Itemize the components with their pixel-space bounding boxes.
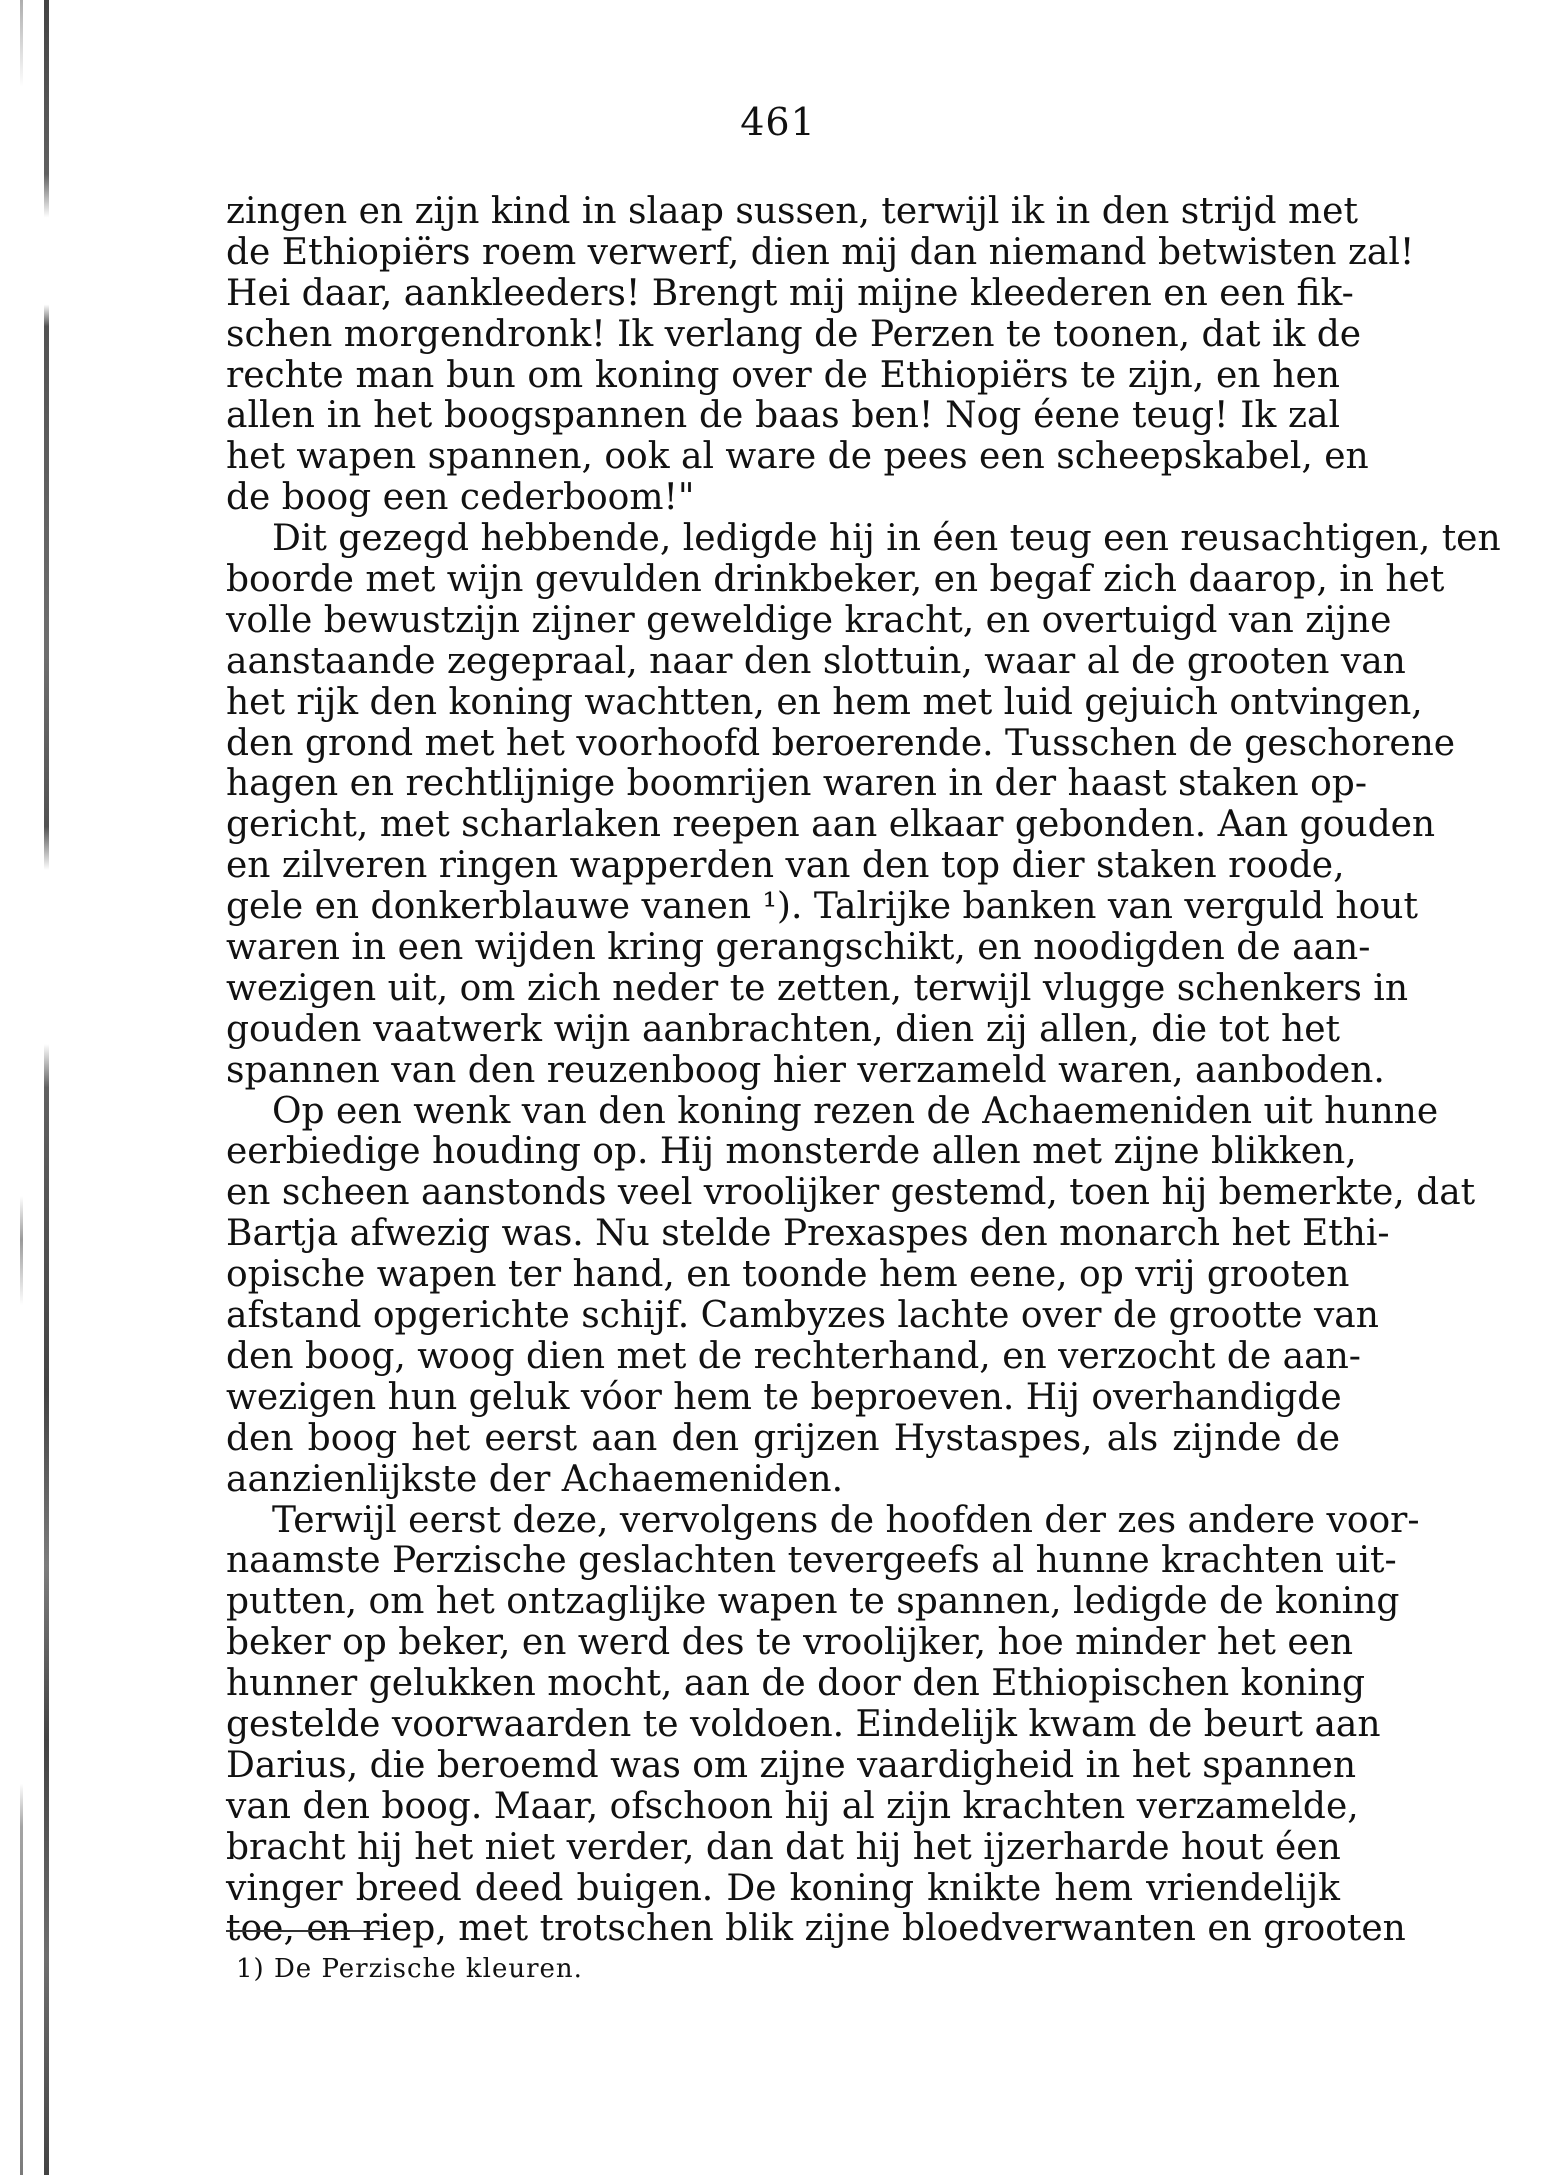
text-line: Darius, die beroemd was om zijne vaardigheid in het spannen — [226, 1744, 1357, 1786]
paragraph-start-line: Terwijl eerst deze, vervolgens de hoofden der zes andere voor- — [272, 1499, 1420, 1541]
text-line: opische wapen ter hand, en toonde hem eene, op vrij grooten — [226, 1254, 1350, 1296]
text-line: putten, om het ontzaglijke wapen te spannen, ledigde de koning — [226, 1581, 1400, 1623]
text-line: den boog, woog dien met de rechterhand, en verzocht de aan- — [226, 1335, 1361, 1377]
text-line: gestelde voorwaarden te voldoen. Eindelijk kwam de beurt aan — [226, 1703, 1381, 1745]
text-line: gele en donkerblauwe vanen ¹). Talrijke banken van verguld hout — [226, 886, 1418, 928]
body-text — [226, 191, 1501, 1950]
text-line: en zilveren ringen wapperden van den top dier staken roode, — [226, 845, 1345, 887]
footnote: 1) De Perzische kleuren. — [236, 1954, 583, 1984]
text-line: afstand opgerichte schijf. Cambyzes lachte over de grootte van — [226, 1295, 1379, 1337]
text-line: naamste Perzische geslachten tevergeefs al hunne krachten uit- — [226, 1540, 1397, 1582]
text-line: eerbiedige houding op. Hij monsterde allen met zijne blikken, — [226, 1131, 1357, 1173]
text-line: den grond met het voorhoofd beroerende. Tusschen de geschorene — [226, 722, 1456, 764]
text-line: toe, en riep, met trotschen blik zijne bloedverwanten en grooten — [226, 1908, 1406, 1950]
text-line: van den boog. Maar, ofschoon hij al zijn krachten verzamelde, — [226, 1785, 1359, 1827]
text-line: Hei daar, aankleeders! Brengt mij mijne kleederen en een fik- — [226, 272, 1354, 314]
text-line: de Ethiopiërs roem verwerf, dien mij dan niemand betwisten zal! — [226, 231, 1415, 273]
text-line: de boog een cederboom!" — [226, 477, 695, 519]
text-line: aanstaande zegepraal, naar den slottuin, waar al de grooten van — [226, 640, 1406, 682]
text-line: hagen en rechtlijnige boomrijen waren in der haast staken op- — [226, 763, 1368, 805]
paragraph-start-line: Op een wenk van den koning rezen de Achaemeniden uit hunne — [272, 1090, 1439, 1132]
paragraph-start-line: Dit gezegd hebbende, ledigde hij in éen teug een reusachtigen, ten — [272, 518, 1501, 560]
text-line: schen morgendronk! Ik verlang de Perzen te toonen, dat ik de — [226, 313, 1362, 355]
text-line: rechte man bun om koning over de Ethiopiërs te zijn, en hen — [226, 354, 1340, 396]
text-line: vinger breed deed buigen. De koning knikte hem vriendelijk — [226, 1867, 1340, 1909]
text-line: Bartja afwezig was. Nu stelde Prexaspes den monarch het Ethi- — [226, 1213, 1390, 1255]
text-line: zingen en zijn kind in slaap sussen, terwijl ik in den strijd met — [226, 191, 1358, 232]
text-line: boorde met wijn gevulden drinkbeker, en begaf zich daarop, in het — [226, 559, 1445, 601]
text-line: bracht hij het niet verder, dan dat hij het ijzerharde hout éen — [226, 1826, 1341, 1868]
text-line: het wapen spannen, ook al ware de pees een scheepskabel, en — [226, 436, 1369, 478]
text-line: aanzienlijkste der Achaemeniden. — [226, 1458, 844, 1500]
text-line: het rijk den koning wachtten, en hem met luid gejuich ontvingen, — [226, 681, 1423, 723]
text-line: allen in het boogspannen de baas ben! Nog éene teug! Ik zal — [226, 395, 1340, 437]
text-line: waren in een wijden kring gerangschikt, en noodigden de aan- — [226, 927, 1371, 969]
text-line: wezigen uit, om zich neder te zetten, terwijl vlugge schenkers in — [226, 967, 1409, 1009]
footnote-divider — [226, 1930, 386, 1932]
text-line: gouden vaatwerk wijn aanbrachten, dien zij allen, die tot het — [226, 1008, 1340, 1050]
text-line: den boog het eerst aan den grijzen Hystaspes, als zijnde de — [226, 1417, 1340, 1459]
binding-edge — [44, 0, 49, 2175]
text-line: beker op beker, en werd des te vroolijker, hoe minder het een — [226, 1622, 1354, 1664]
text-line: wezigen hun geluk vóor hem te beproeven. Hij overhandigde — [226, 1376, 1342, 1418]
binding-edge-shadow — [20, 0, 23, 2175]
text-line: gericht, met scharlaken reepen aan elkaar gebonden. Aan gouden — [226, 804, 1436, 846]
text-line: en scheen aanstonds veel vroolijker gestemd, toen hij bemerkte, dat — [226, 1172, 1476, 1214]
page-number: 461 — [740, 100, 816, 144]
text-line: volle bewustzijn zijner geweldige kracht, en overtuigd van zijne — [226, 599, 1392, 641]
text-line: hunner gelukken mocht, aan de door den Ethiopischen koning — [226, 1663, 1366, 1705]
text-line: spannen van den reuzenboog hier verzameld waren, aanboden. — [226, 1049, 1385, 1091]
